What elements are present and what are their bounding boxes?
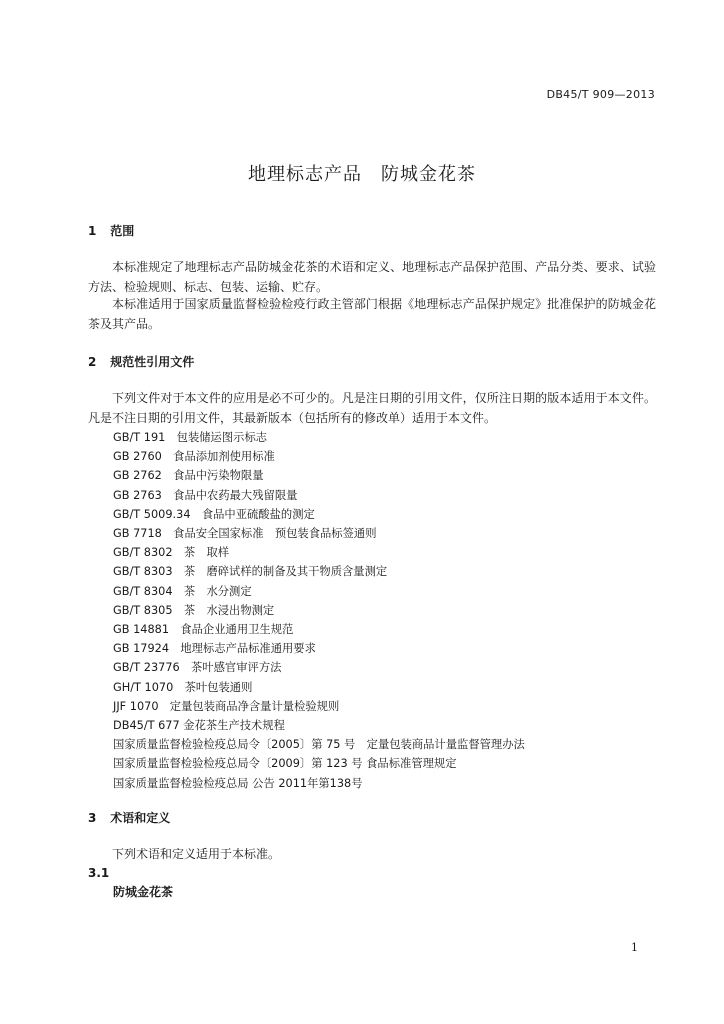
section-2-heading: [88, 353, 194, 370]
reference-item: GB 2762 食品中污染物限量: [113, 469, 264, 483]
section-1-title: 范围: [110, 224, 135, 238]
section-3-intro: 下列术语和定义适用于本标准。: [112, 847, 281, 861]
section-2-title: 规范性引用文件: [110, 355, 195, 369]
reference-item: 国家质量监督检验检疫总局令〔2009〕第 123 号 食品标准管理规定: [113, 757, 457, 771]
reference-item: GB 2763 食品中农药最大残留限量: [113, 488, 298, 502]
reference-item: GB/T 8304 茶 水分测定: [113, 584, 252, 598]
reference-item: GB/T 191 包装储运图示标志: [113, 431, 268, 444]
reference-item: GB 17924 地理标志产品标准通用要求: [113, 642, 316, 656]
reference-item: GB/T 23776 茶叶感官审评方法: [113, 661, 282, 675]
reference-item: GB 7718 食品安全国家标准 预包装食品标签通则: [113, 527, 377, 541]
document-title: 地理标志产品 防城金花茶: [248, 164, 476, 185]
reference-item: GB/T 5009.34 食品中亚硫酸盐的测定: [113, 507, 315, 521]
reference-item: GB 2760 食品添加剂使用标准: [113, 450, 275, 464]
reference-item: GB 14881 食品企业通用卫生规范: [113, 623, 294, 637]
section-1-heading: [88, 222, 134, 239]
section-3-title: 术语和定义: [110, 811, 171, 825]
section-1-paragraph-1: 本标准规定了地理标志产品防城金花茶的术语和定义、地理标志产品保护范围、产品分类、要求、试验方法、检验规则、标志、包装、运输、贮存。: [88, 260, 656, 294]
reference-list: [113, 428, 525, 793]
section-3-number: 3: [88, 811, 97, 825]
reference-item: GH/T 1070 茶叶包装通则: [113, 680, 253, 694]
reference-item: GB/T 8302 茶 取样: [113, 546, 230, 560]
reference-item: JJF 1070 定量包装商品净含量计量检验规则: [113, 699, 340, 713]
reference-item: GB/T 8303 茶 磨碎试样的制备及其干物质含量测定: [113, 565, 388, 579]
section-1-number: 1: [88, 224, 97, 238]
reference-item: 国家质量监督检验检疫总局令〔2005〕第 75 号 定量包装商品计量监督管理办法: [113, 738, 525, 752]
document-code: DB45/T 909—2013: [546, 88, 655, 101]
reference-item: DB45/T 677 金花茶生产技术规程: [113, 719, 285, 733]
term-number: 3.1: [88, 866, 110, 880]
term-name: 防城金花茶: [113, 885, 174, 899]
section-3-heading: [88, 809, 170, 826]
reference-item: 国家质量监督检验检疫总局 公告 2011年第138号: [113, 776, 363, 790]
section-2-intro: 下列文件对于本文件的应用是必不可少的。凡是注日期的引用文件，仅所注日期的版本适用于本文件。凡是不注日期的引用文件，其最新版本（包括所有的修改单）适用于本文件。: [88, 391, 656, 425]
reference-item: GB/T 8305 茶 水浸出物测定: [113, 603, 275, 617]
section-1-paragraph-2: 本标准适用于国家质量监督检验检疫行政主管部门根据《地理标志产品保护规定》批准保护的防城金花茶及其产品。: [88, 297, 656, 331]
page-number: 1: [631, 941, 638, 954]
section-2-number: 2: [88, 355, 97, 369]
